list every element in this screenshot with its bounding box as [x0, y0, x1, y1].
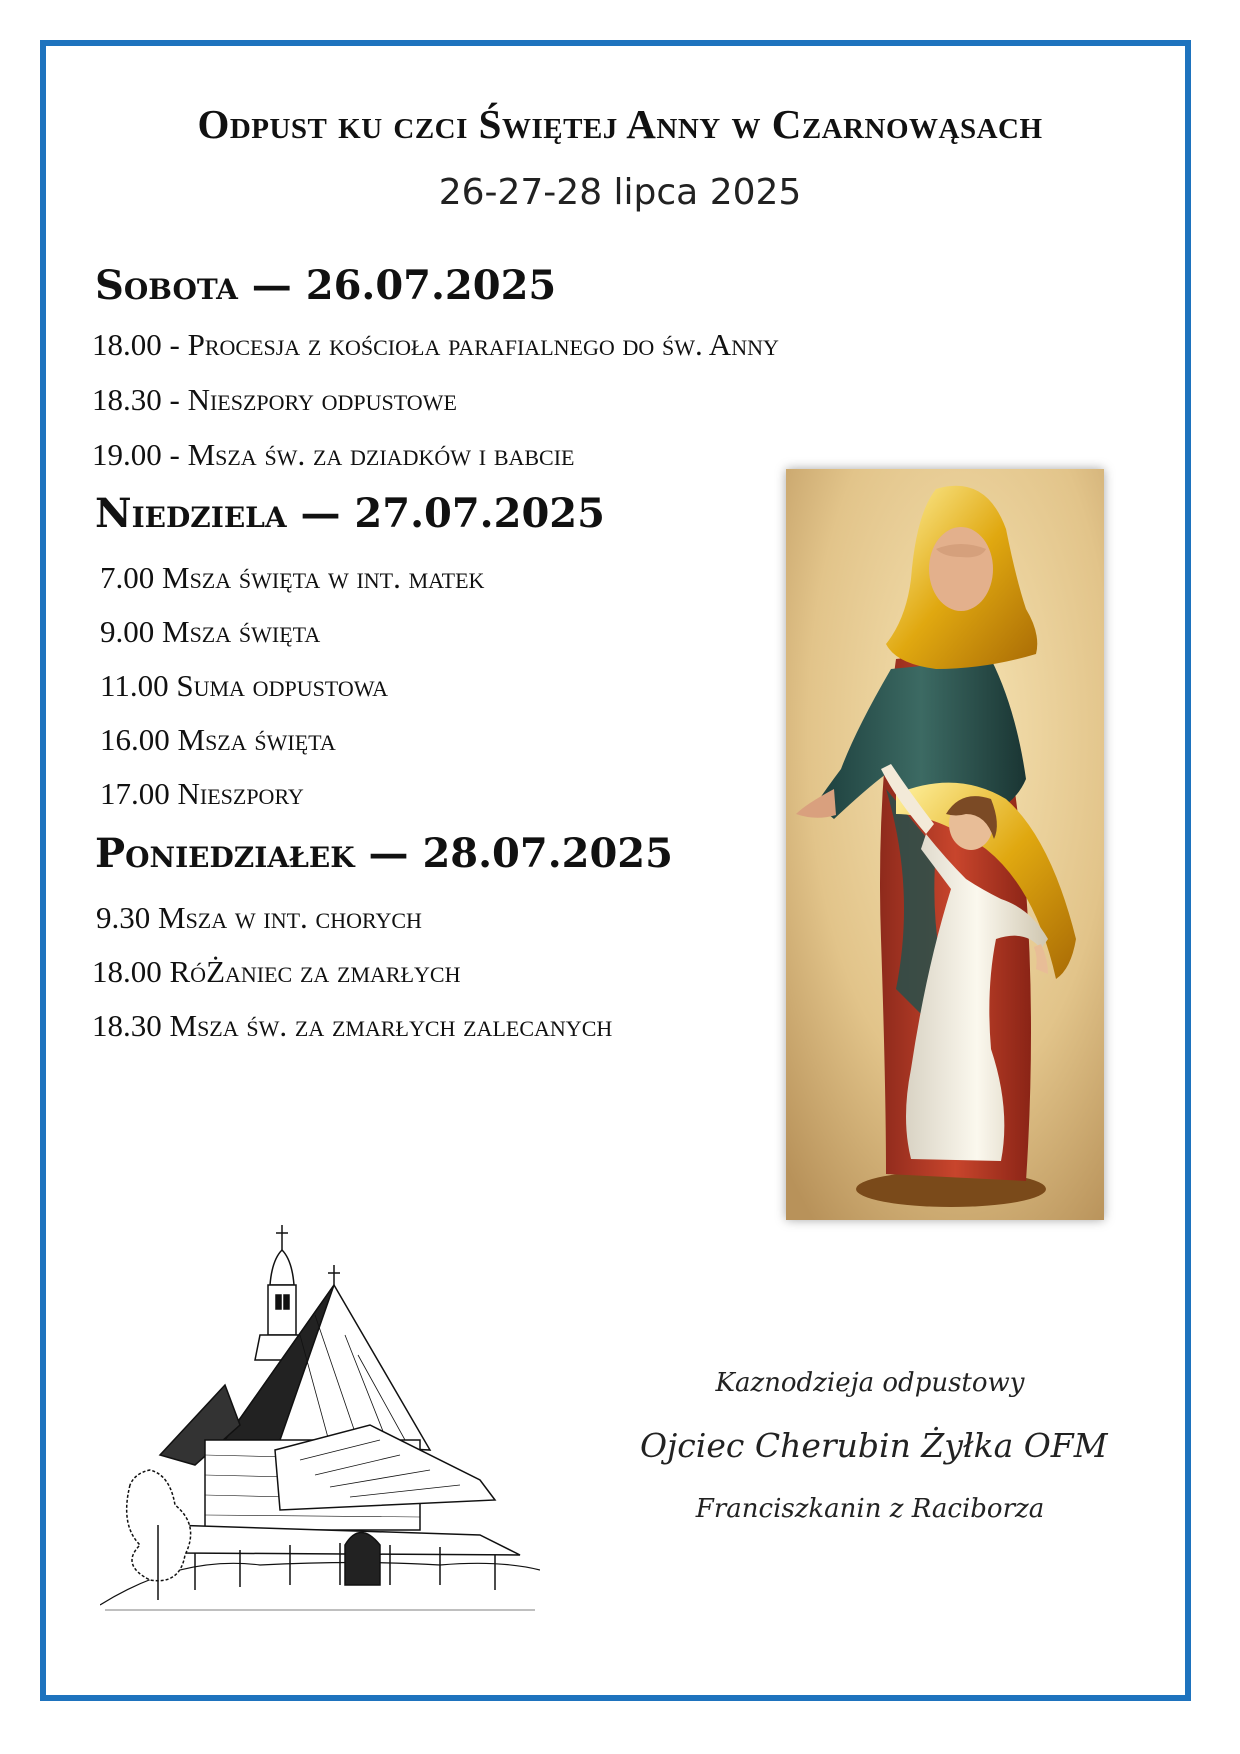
schedule-item: 18.00 RóŻaniec za zmarłych	[92, 954, 461, 989]
preacher-label: Kaznodzieja odpustowy	[715, 1368, 1025, 1398]
preacher-origin: Franciszkanin z Raciborza	[695, 1494, 1045, 1524]
church-drawing	[100, 1225, 540, 1615]
saint-anne-statue-image	[786, 469, 1104, 1220]
day-heading-sunday: Niedziela — 27.07.2025	[95, 490, 605, 537]
preacher-name: Ojciec Cherubin Żyłka OFM	[640, 1426, 1108, 1465]
schedule-item: 7.00 Msza święta w int. matek	[100, 560, 485, 595]
schedule-item: 17.00 Nieszpory	[100, 776, 304, 811]
day-heading-monday: Poniedziałek — 28.07.2025	[95, 830, 673, 877]
schedule-item: 18.30 Msza św. za zmarłych zalecanych	[92, 1008, 613, 1043]
schedule-item: 11.00 Suma odpustowa	[100, 668, 388, 703]
schedule-item: 9.30 Msza w int. chorych	[96, 900, 422, 935]
page-title: Odpust ku czci Świętej Anny w Czarnowąsach	[197, 101, 1043, 147]
schedule-item: 18.30 - Nieszpory odpustowe	[92, 382, 457, 417]
schedule-item: 18.00 - Procesja z kościoła parafialnego do św. Anny	[92, 327, 779, 362]
day-heading-saturday: Sobota — 26.07.2025	[95, 262, 557, 309]
schedule-item: 19.00 - Msza św. za dziadków i babcie	[92, 437, 575, 472]
schedule-item: 9.00 Msza święta	[100, 614, 321, 649]
schedule-item: 16.00 Msza święta	[100, 722, 336, 757]
event-dates: 26-27-28 lipca 2025	[438, 172, 802, 213]
